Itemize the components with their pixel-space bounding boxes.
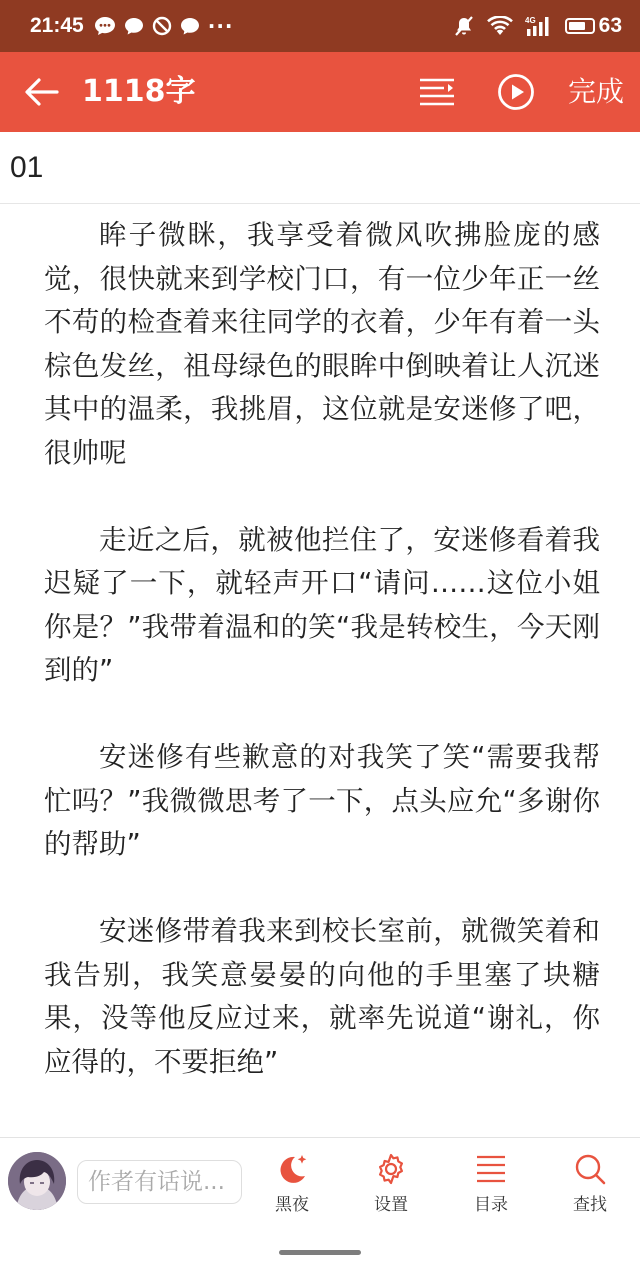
gear-icon (375, 1153, 407, 1185)
play-button[interactable] (496, 72, 536, 112)
avatar-image (8, 1152, 66, 1210)
do-not-disturb-icon (152, 16, 172, 36)
search-button[interactable] (550, 1152, 630, 1215)
author-note-input[interactable]: 作者有话说... (77, 1160, 242, 1204)
more-notifications-icon: ··· (207, 14, 234, 38)
wifi-icon (487, 16, 513, 36)
notification-icons (94, 14, 234, 38)
settings-label: 设置 (374, 1195, 408, 1215)
format-menu-button[interactable] (416, 72, 458, 112)
battery-icon (565, 18, 595, 34)
chapter-title[interactable]: 01 (10, 150, 44, 184)
catalog-button[interactable] (451, 1152, 531, 1215)
content-paragraph[interactable]: 眸子微眯，我享受着微风吹拂脸庞的感觉，很快就来到学校门口，有一位少年正一丝不苟的检查着来往同学的衣着，少年有着一头棕色发丝，祖母绿色的眼眸中倒映着让人沉迷其中的温柔，我挑眉，这位就是安迷修了吧，很帅呢 (44, 219, 600, 469)
svg-text:4G: 4G (524, 16, 536, 25)
message-icon (94, 16, 116, 36)
format-lines-icon (418, 77, 456, 107)
word-count-title: 1118字 (82, 74, 196, 109)
status-bar (0, 0, 640, 52)
battery-indicator (565, 14, 622, 38)
status-right (453, 14, 622, 38)
settings-button[interactable] (351, 1152, 431, 1215)
chapter-content-editor[interactable] (44, 214, 600, 1128)
chapter-header[interactable] (0, 132, 640, 204)
editor-toolbar (0, 52, 640, 132)
cellular-signal-icon (525, 15, 553, 37)
home-indicator[interactable] (279, 1250, 361, 1255)
content-paragraph[interactable]: 安迷修有些歉意的对我笑了笑“需要我帮忙吗？”我微微思考了一下，点头应允“多谢你的帮助” (44, 741, 600, 860)
search-icon (574, 1153, 606, 1185)
chat-bubble-icon (124, 16, 144, 36)
night-mode-label: 黑夜 (275, 1195, 309, 1215)
catalog-label: 目录 (474, 1195, 508, 1215)
done-button[interactable]: 完成 (568, 75, 625, 108)
content-paragraph[interactable]: 安迷修带着我来到校长室前，就微笑着和我告别，我笑意晏晏的向他的手里塞了块糖果，没等他反应过来，就率先说道“谢礼，你应得的，不要拒绝” (44, 915, 600, 1078)
chat-bubble-icon (180, 16, 200, 36)
status-time: 21:45 (30, 14, 84, 37)
mute-icon (453, 15, 475, 37)
content-paragraph[interactable]: 走近之后，就被他拦住了，安迷修看着我迟疑了一下，就轻声开口“请问……这位小姐你是？”我带着温和的笑“我是转校生，今天刚到的” (44, 523, 600, 686)
search-label: 查找 (573, 1195, 607, 1215)
back-arrow-icon (23, 77, 59, 107)
status-left (30, 14, 234, 38)
list-icon (475, 1154, 507, 1184)
moon-icon (275, 1152, 309, 1186)
avatar[interactable] (8, 1152, 66, 1210)
back-button[interactable] (20, 72, 62, 112)
battery-level: 63 (598, 14, 622, 37)
play-circle-icon (497, 73, 535, 111)
night-mode-button[interactable] (252, 1152, 332, 1215)
bottom-bar (0, 1137, 640, 1280)
